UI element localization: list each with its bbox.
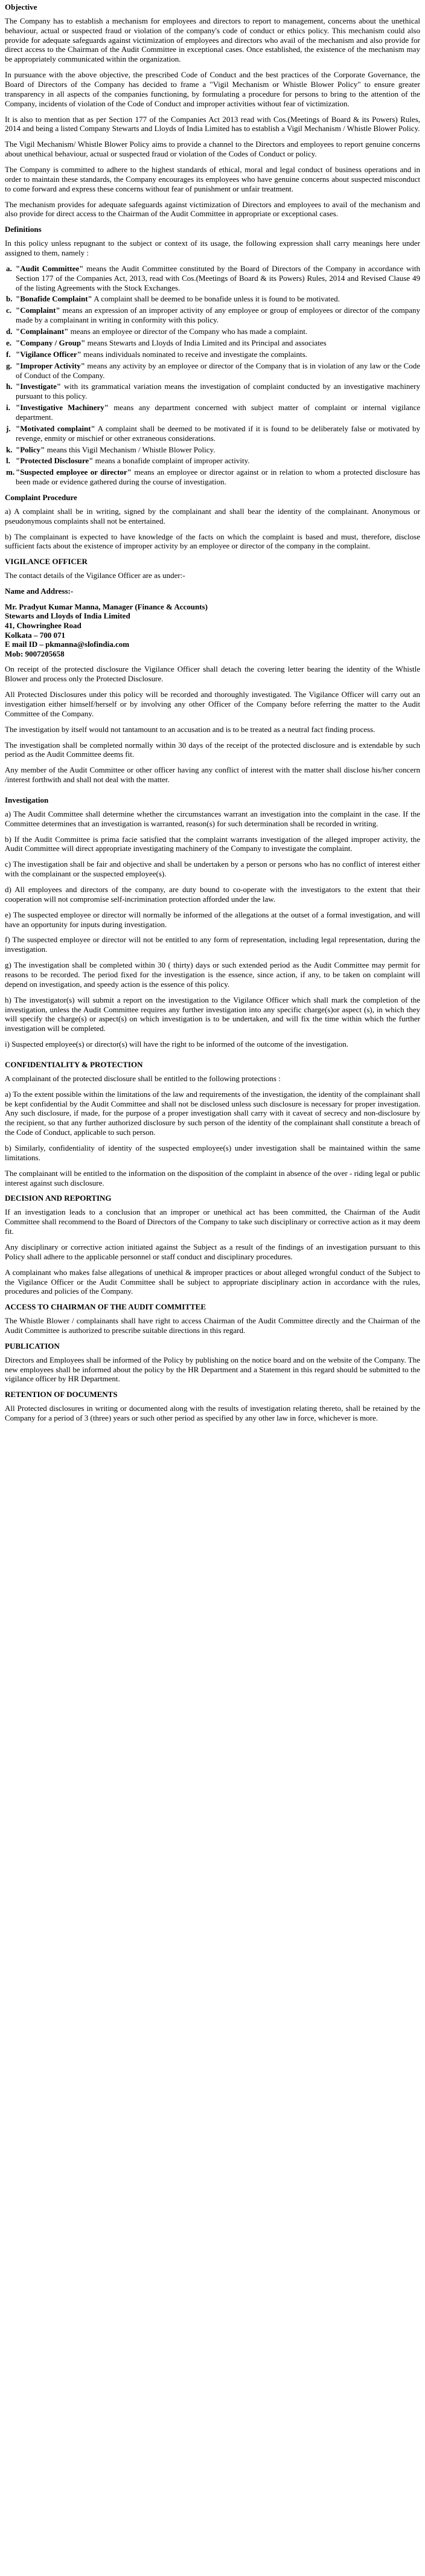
investigation-heading: Investigation (5, 795, 49, 805)
investigation-paragraph: h) The investigator(s) will submit a report on the investigation to the Vigilance Officer which shall mark the completion of the investigation, unless the Audit Committee requires any further investigation into any specific charge(s)or aspect (s), in which they will specify the charge(s) or aspect(s) on which investigation is to be undertaken, and will fix the time within which the further investigation will be completed. (5, 995, 420, 1033)
definition-text: with its grammatical variation means the investigation of complaint conducted by an investigative machinery pursuant to this policy. (16, 382, 420, 401)
investigation-paragraph: d) All employees and directors of the company, are duty bound to co-operate with the investigators to the extent that their cooperation will not compromise self-incrimination protection afforded under the law. (5, 885, 420, 904)
vigilance-officer-name-label: Name and Address:- (5, 586, 74, 596)
objective-paragraph: The Company has to establish a mechanism for employees and directors to report to management, concerns about the unethical behaviour, actual or suspected fraud or violation of the company's code of conduct or ethics policy. This mechanism could also provide for adequate safeguards against victimization of employees and directors who avail of the mechanism and also provide for direct access to the Chairman of the Audit Committee in exceptional cases. Once established, the existence of the mechanism may be appropriately communicated within the organization. (5, 16, 420, 64)
definition-item (5, 350, 420, 359)
publication-paragraph: Directors and Employees shall be informed of the Policy by publishing on the notice board and on the website of the Company. The new employees shall be informed about the policy by the HR Department and a Statement in this regard should be submitted to the vigilance officer by HR Department. (5, 1355, 420, 1384)
definition-letter: a. (6, 263, 12, 273)
definition-body (16, 338, 420, 348)
definition-text: means any department concerned with subject matter of complaint or internal vigilance department. (16, 403, 421, 422)
definition-term: "Investigate" (16, 382, 62, 391)
contact-email[interactable]: E mail ID – pkmanna@slofindia.com (5, 640, 130, 649)
definition-text: means any activity by an employee or director of the Company that is in violation of any law or the Code of Conduct of the Company. (16, 361, 420, 380)
objective-paragraph: It is also to mention that as per Section 177 of the Companies Act 2013 read with Cos.(Meetings of Board & its Powers) Rules, 2014 and being a listed Company Stewarts and Lloyds of India Limited has to establish a Vigil Mechanism / Whistle Blower Policy. (5, 114, 420, 133)
definition-letter: d. (6, 327, 13, 336)
definition-text: A complaint shall be deemed to be bonafide unless it is found to be motivated. (92, 294, 340, 304)
definition-term: "Suspected employee or director" (16, 467, 132, 477)
section-spacer (5, 791, 420, 795)
definition-letter: g. (6, 361, 12, 370)
definitions-heading: Definitions (5, 225, 42, 234)
definition-term: "Complainant" (16, 327, 69, 336)
definition-text: means individuals nominated to receive and investigate the complaints. (81, 349, 307, 359)
vigilance-officer-paragraph: All Protected Disclosures under this policy will be recorded and thoroughly investigated. The Vigilance Officer will carry out an investigation either himself/herself or by involving any other Officer of the Company before referring the matter to the Audit Committee of the Company. (5, 690, 420, 718)
definition-term: "Improper Activity" (16, 361, 85, 370)
retention-paragraph: All Protected disclosures in writing or documented along with the results of investigation relating thereto, shall be retained by the Company for a period of 3 (three) years or such other period as specified by any other law in force, whichever is more. (5, 1404, 420, 1422)
complaint-procedure-paragraph: a) A complaint shall be in writing, signed by the complainant and shall bear the identity of the complainant. Anonymous or pseudonymous complaints shall not be entertained. (5, 506, 420, 525)
definition-letter: l. (6, 456, 10, 466)
definition-body (16, 294, 420, 304)
confidentiality-paragraph: a) To the extent possible within the limitations of the law and requirements of the investigation, the identity of the complainant shall be kept confidential by the Audit Committee and shall not be disclosed unless such disclosure is necessary for proper investigation. Any such disclosure, if made, for the purpose of a proper investigation shall carry with it caveat of secrecy and non-disclosure by the recipient, so that any further authorized disclosure by such person of the identity of the complainant shall constitute a breach of the Code of Conduct, applicable to such person. (5, 1089, 420, 1137)
definition-body (16, 424, 420, 443)
vigilance-officer-paragraph: The investigation shall be completed normally within 30 days of the receipt of the protected disclosure and is extendable by such period as the Audit Committee deems fit. (5, 740, 420, 759)
definition-text: means an employee or director of the Company who has made a complaint. (68, 327, 308, 336)
definition-letter: b. (6, 294, 13, 304)
investigation-paragraph: e) The suspected employee or director will normally be informed of the allegations at the outset of a formal investigation, and will have an opportunity for inputs during investigation. (5, 910, 420, 929)
definition-text: means the Audit Committee constituted by the Board of Directors of the Company in accordance with Section 177 of the Companies Act, 2013, read with Cos.(Meetings of Board & its Powers) Rules, 2014 and Revised Clause 49 of the listing Agreements with the Stock Exchanges. (16, 263, 420, 292)
definition-text: means an expression of an improper activity of any employee or group of employees or director of the company made by a complainant in writing in conformity with this policy. (16, 306, 420, 325)
contact-street: 41, Chowringhee Road (5, 621, 81, 631)
publication-heading: PUBLICATION (5, 1341, 60, 1351)
definition-item (5, 445, 420, 455)
investigation-paragraph: f) The suspected employee or director will not be entitled to any form of representation, including legal representation, during the investigation. (5, 935, 420, 954)
definition-text: means this Vigil Mechanism / Whistle Blower Policy. (45, 445, 216, 454)
definition-item (5, 456, 420, 466)
definition-body (16, 306, 420, 325)
definitions-intro: In this policy unless repugnant to the subject or context of its usage, the following expression shall carry meanings here under assigned to them, namely : (5, 239, 420, 258)
definition-body (16, 403, 420, 422)
definitions-list (5, 264, 420, 487)
definition-item (5, 467, 420, 487)
objective-paragraph: The mechanism provides for adequate safeguards against victimization of Directors and employees to avail of the mechanism and also provide for direct access to the Chairman of the Audit Committee in appropriate or exceptional cases. (5, 199, 420, 219)
retention-heading: RETENTION OF DOCUMENTS (5, 1390, 118, 1399)
definition-text: A complaint shall be deemed to be motivated if it is found to be deliberately false or motivated by revenge, enmity or mischief or other extraneous considerations. (16, 423, 420, 443)
confidentiality-paragraph: The complainant will be entitled to the information on the disposition of the complaint in absence of the over - riding legal or public interest against such disclosure. (5, 1168, 420, 1187)
definition-item (5, 338, 420, 348)
vigilance-officer-paragraph: The investigation by itself would not tantamount to an accusation and is to be treated as a neutral fact finding process. (5, 724, 375, 734)
vigilance-officer-paragraph: On receipt of the protected disclosure the Vigilance Officer shall detach the covering letter bearing the identity of the Whistle Blower and process only the Protected Disclosure. (5, 664, 420, 684)
definition-item (5, 403, 420, 422)
definition-item (5, 361, 420, 381)
contact-mobile: Mob: 9007205658 (5, 649, 65, 658)
contact-name: Mr. Pradyut Kumar Manna, Manager (Finance & Accounts) (5, 602, 208, 611)
definition-term: "Investigative Machinery" (16, 403, 109, 413)
definition-item (5, 382, 420, 401)
definition-body (16, 327, 420, 336)
definition-body (16, 445, 420, 455)
definition-letter: m. (6, 467, 15, 477)
definition-letter: e. (6, 338, 12, 347)
definition-term: "Bonafide Complaint" (16, 294, 92, 304)
definition-item (5, 327, 420, 336)
definition-text: means a bonafide complaint of improper activity. (93, 456, 250, 466)
definition-item (5, 306, 420, 325)
investigation-paragraph: g) The investigation shall be completed within 30 ( thirty) days or such extended period as the Audit Committee may permit for reasons to be recorded. The period fixed for the investigation is the essence, since action, if any, to be taken on complaint will depend on investigation, and speedy action is the essence of this policy. (5, 960, 420, 989)
confidentiality-heading: CONFIDENTIALITY & PROTECTION (5, 1060, 143, 1070)
definition-letter: h. (6, 382, 13, 391)
confidentiality-intro: A complainant of the protected disclosure shall be entitled to the following protections : (5, 1073, 281, 1083)
definition-item (5, 294, 420, 304)
definition-body (16, 467, 420, 487)
definition-term: "Policy" (16, 445, 45, 454)
decision-paragraph: If an investigation leads to a conclusion that an improper or unethical act has been committed, the Chairman of the Audit Committee shall recommend to the Board of Directors of the Company to take such disciplinary or corrective action as it may deem fit. (5, 1207, 420, 1236)
decision-heading: DECISION AND REPORTING (5, 1193, 112, 1203)
confidentiality-paragraph: b) Similarly, confidentiality of identity of the suspected employee(s) under investigation shall be maintained within the same limitations. (5, 1143, 420, 1162)
definition-letter: j. (6, 423, 11, 433)
contact-company: Stewarts and Lloyds of India Limited (5, 611, 130, 621)
definition-letter: c. (6, 306, 12, 315)
definition-text: means Stewarts and Lloyds of India Limited and its Principal and associates (85, 338, 327, 347)
definition-item (5, 424, 420, 443)
vigilance-officer-paragraph: Any member of the Audit Committee or other officer having any conflict of interest with the matter shall disclose his/her concern /interest forthwith and shall not deal with the matter. (5, 765, 420, 785)
definition-item (5, 264, 420, 293)
definition-term: "Complaint" (16, 306, 60, 315)
objective-paragraph: In pursuance with the above objective, the prescribed Code of Conduct and the best practices of the Corporate Governance, the Board of Directors of the Company has decided to frame a "Vigil Mechanism or Whistle Blower Policy" to ensure greater transparency in all aspects of the companies functioning, by formulating a procedure for persons to bring to the attention of the Company, incidents of violation of the Code of Conduct and improper activities without fear of victimization. (5, 70, 420, 108)
definition-text: means an employee or director against or in relation to whom a protected disclosure has been made or evidence gathered during the course of investigation. (16, 467, 420, 487)
definition-body (16, 264, 420, 293)
complaint-procedure-heading: Complaint Procedure (5, 492, 77, 502)
investigation-paragraph: b) If the Audit Committee is prima facie satisfied that the complaint warrants investigation of the alleged improper activity, the Audit Committee will direct appropriate investigating machinery of the Company to investigate the complaint. (5, 834, 420, 853)
definition-term: "Motivated complaint" (16, 423, 95, 433)
definition-term: "Protected Disclosure" (16, 456, 94, 466)
decision-paragraph: A complainant who makes false allegations of unethical & improper practices or about alleged wrongful conduct of the Subject to the Vigilance Officer or the Audit Committee shall be subject to appropriate disciplinary action in accordance with the rules, procedures and policies of the Company. (5, 1267, 420, 1296)
section-spacer (5, 1055, 420, 1060)
investigation-paragraph: a) The Audit Committee shall determine whether the circumstances warrant an investigation into the complaint in the case. If the Committee determines that an investigation is warranted, reason(s) for such determination shall be recorded in writing. (5, 809, 420, 828)
objective-paragraph: The Company is committed to adhere to the highest standards of ethical, moral and legal conduct of business operations and in order to maintain these standards, the Company encourages its employees who have genuine concerns about suspected misconduct to come forward and express these concerns without fear of punishment or unfair treatment. (5, 165, 420, 193)
definition-body (16, 361, 420, 381)
definition-letter: f. (6, 349, 11, 359)
objective-paragraph: The Vigil Mechanism/ Whistle Blower Policy aims to provide a channel to the Directors and employees to report genuine concerns about unethical behaviour, actual or suspected fraud or violation of the Codes of Conduct or policy. (5, 140, 420, 159)
definition-body (16, 350, 420, 359)
decision-paragraph: Any disciplinary or corrective action initiated against the Subject as a result of the findings of an investigation pursuant to this Policy shall adhere to the applicable personnel or staff conduct and disciplinary procedures. (5, 1242, 420, 1261)
definition-term: "Audit Committee" (16, 263, 84, 273)
objective-heading: Objective (5, 2, 37, 11)
complaint-procedure-paragraph: b) The complainant is expected to have knowledge of the facts on which the complaint is based and must, therefore, disclose sufficient facts about the existence of improper activity by an employee or director of the company in the complaint. (5, 532, 420, 551)
access-heading: ACCESS TO CHAIRMAN OF THE AUDIT COMMITTEE (5, 1302, 206, 1312)
investigation-paragraph: c) The investigation shall be fair and objective and shall be undertaken by a person or persons who has no conflict of interest either with the complainant or the suspected employee(s). (5, 859, 420, 879)
definition-term: "Vigilance Officer" (16, 349, 81, 359)
vigilance-officer-contact (5, 602, 420, 659)
definition-letter: i. (6, 403, 10, 413)
definition-body (16, 456, 420, 466)
contact-city: Kolkata – 700 071 (5, 630, 66, 640)
investigation-paragraph: i) Suspected employee(s) or director(s) will have the right to be informed of the outcome of the investigation. (5, 1039, 348, 1049)
access-paragraph: The Whistle Blower / complainants shall have right to access Chairman of the Audit Committee directly and the Chairman of the Audit Committee is authorized to prescribe suitable directions in this regard. (5, 1316, 420, 1335)
vigilance-officer-heading: VIGILANCE OFFICER (5, 557, 88, 567)
definition-letter: k. (6, 445, 13, 454)
vigilance-officer-intro: The contact details of the Vigilance Officer are as under:- (5, 571, 185, 580)
definition-term: "Company / Group" (16, 338, 86, 347)
definition-body (16, 382, 420, 401)
